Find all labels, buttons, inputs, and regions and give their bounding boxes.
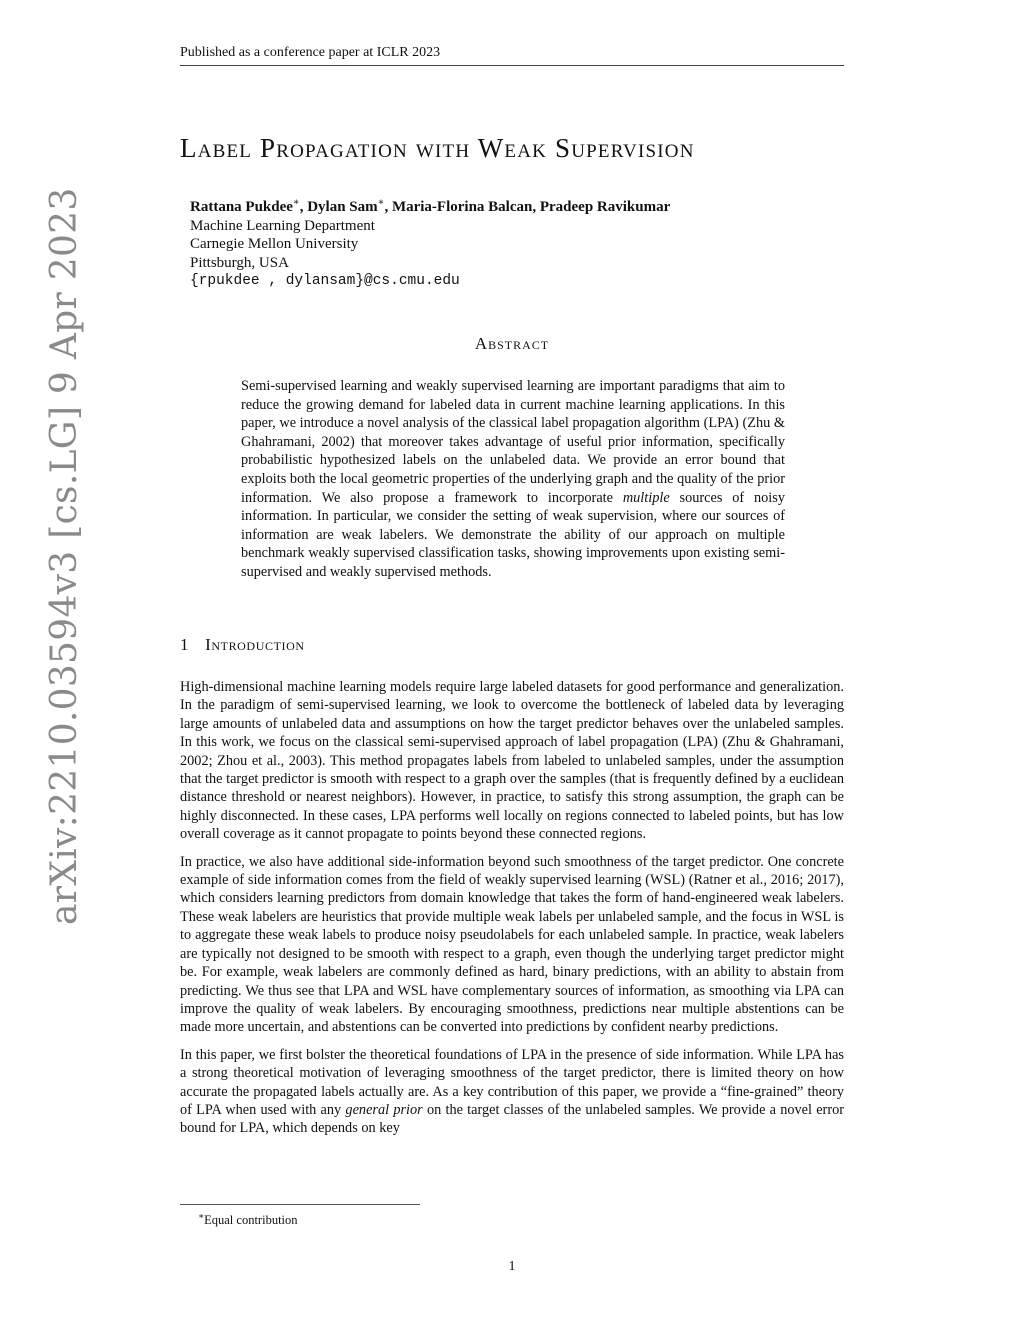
paragraph-emphasis: general prior <box>345 1101 423 1118</box>
abstract-text <box>241 377 785 582</box>
footnote-divider <box>180 1204 420 1205</box>
abstract-text-part: sources of noisy information. In particular, we consider the setting of weak supervision, where our sources of information are weak labelers. We demonstrate the ability of our approach on multiple benchmark weakly supervised classification tasks, showing improvements upon existing semi-supervised and weakly supervised methods. <box>241 489 785 580</box>
affiliation-department: Machine Learning Department <box>190 217 375 234</box>
paragraph <box>180 1046 844 1138</box>
affiliation-university: Carnegie Mellon University <box>190 236 359 252</box>
footnote-text: Equal contribution <box>204 1213 298 1228</box>
body-text <box>180 678 844 1147</box>
paragraph-part: In this paper, we first bolster the theoretical foundations of LPA in the presence of side information. While LPA has a strong theoretical motivation of leveraging smoothness of the target predictor, there is limited theory on how accurate the propagated labels actually are. As a key contribution of this paper, we provide a “fine-grained” theory of LPA when used with any <box>180 1046 844 1118</box>
arxiv-identifier-stamp: arXiv:2210.03594v3 [cs.LG] 9 Apr 2023 <box>44 187 85 925</box>
paper-title: Label Propagation with Weak Supervision <box>180 133 695 163</box>
abstract-emphasis: multiple <box>622 489 670 506</box>
author-names-rest: , Maria-Florina Balcan, Pradeep Ravikumar <box>384 199 671 215</box>
equal-contribution-mark: ∗ <box>377 197 385 208</box>
author-name: Dylan Sam <box>307 199 378 215</box>
author-separator: , <box>299 199 308 215</box>
paragraph: High-dimensional machine learning models require large labeled datasets for good performance and generalization. In the paradigm of semi-supervised learning, we look to overcome the bottleneck of labeled data by leveraging large amounts of unlabeled data and assumptions on how the target predictor behaves over the unlabeled samples. In this work, we focus on the classical semi-supervised approach of label propagation (LPA) (Zhu & Ghahramani, 2002; Zhou et al., 2003). This method propagates labels from labeled to unlabeled samples, under the assumption that the target predictor is smooth with respect to a graph over the samples (that is frequently defined by a euclidean distance threshold or nearest neighbors). However, in practice, to satisfy this strong assumption, the graph can be highly disconnected. In these cases, LPA performs well locally on regions connected to labeled points, but has low overall coverage as it cannot propagate to points beyond these connected regions. <box>180 679 844 843</box>
author-name: Rattana Pukdee <box>190 199 293 215</box>
running-header <box>180 44 844 66</box>
author-emails: {rpukdee , dylansam}@cs.cmu.edu <box>190 273 460 289</box>
abstract-heading: Abstract <box>474 334 550 353</box>
affiliation-location: Pittsburgh, USA <box>190 254 289 271</box>
section-title: Introduction <box>205 635 305 654</box>
section-number: 1 <box>180 635 190 654</box>
page-number: 1 <box>508 1259 516 1274</box>
section-heading <box>180 635 305 655</box>
footnote <box>198 1208 298 1228</box>
author-block <box>190 194 850 291</box>
author-list <box>190 194 850 217</box>
paragraph-part: on the target classes of the unlabeled samples. We provide a novel error bound for LPA, which depends on key <box>180 1101 844 1137</box>
header-text: Published as a conference paper at ICLR 2023 <box>180 45 441 60</box>
footnote-mark: ∗ <box>198 1211 205 1221</box>
abstract-text-part: Semi-supervised learning and weakly supervised learning are important paradigms that aim to reduce the growing demand for labeled data in current machine learning applications. In this paper, we introduce a novel analysis of the classical label propagation algorithm (LPA) (Zhu & Ghahramani, 2002) that moreover takes advantage of useful prior information, specifically probabilistic hypothesized labels on the unlabeled data. We provide an error bound that exploits both the local geometric properties of the underlying graph and the quality of the prior information. We also propose a framework to incorporate <box>241 378 785 506</box>
equal-contribution-mark: ∗ <box>292 197 300 208</box>
paragraph: In practice, we also have additional side-information beyond such smoothness of the target predictor. One concrete example of side information comes from the field of weakly supervised learning (WSL) (Ratner et al., 2016; 2017), which considers learning predictors from domain knowledge that takes the form of hand-engineered weak labelers. These weak labelers are heuristics that provide multiple weak labels per unlabeled sample, and the focus in WSL is to aggregate these weak labels to produce noisy pseudolabels for each unlabeled sample. In practice, weak labelers are typically not designed to be smooth with respect to a graph, even though the underlying target predictor might be. For example, weak labelers are commonly defined as hard, binary predictions, with an ability to abstain from predicting. We thus see that LPA and WSL have complementary sources of information, as smoothing via LPA can improve the quality of weak labelers. By encouraging smoothness, predictions near multiple abstentions can be made more uncertain, and abstentions can be converted into predictions by confident nearby predictions. <box>180 853 844 1036</box>
